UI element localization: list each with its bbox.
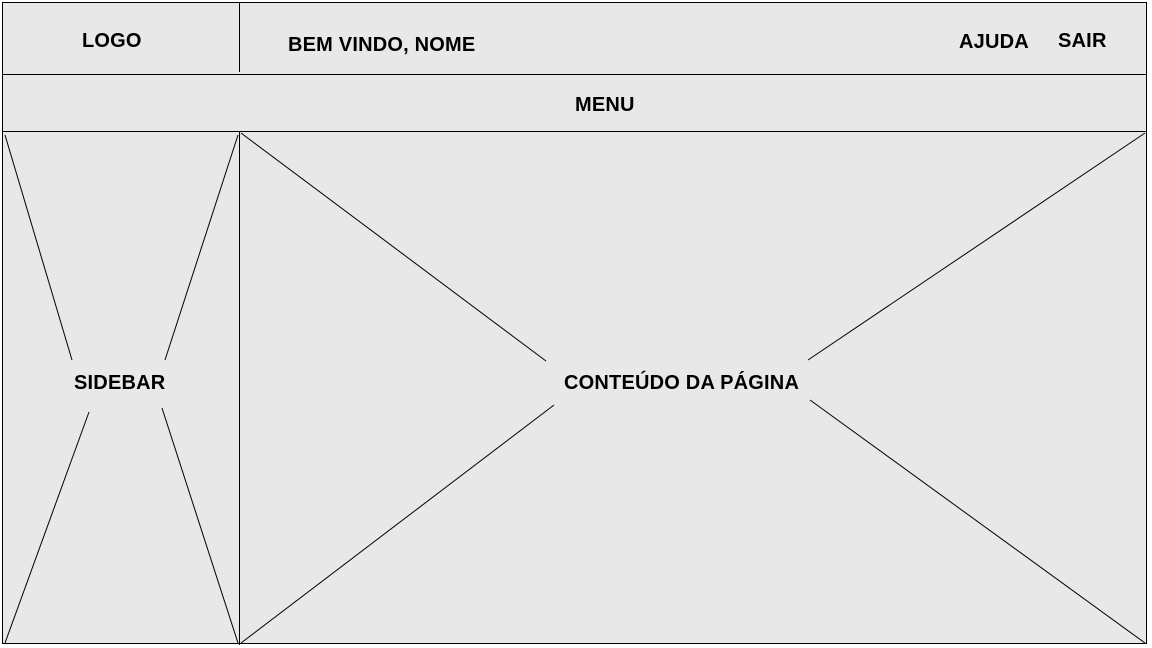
page-content-label: CONTEÚDO DA PÁGINA [564, 372, 800, 394]
menu-bar[interactable]: MENU [575, 94, 635, 116]
welcome-message: BEM VINDO, NOME [288, 34, 476, 56]
logout-link[interactable]: SAIR [1058, 30, 1107, 52]
logo-placeholder[interactable]: LOGO [82, 30, 142, 52]
help-link[interactable]: AJUDA [959, 31, 1029, 53]
sidebar-label: SIDEBAR [74, 372, 166, 394]
